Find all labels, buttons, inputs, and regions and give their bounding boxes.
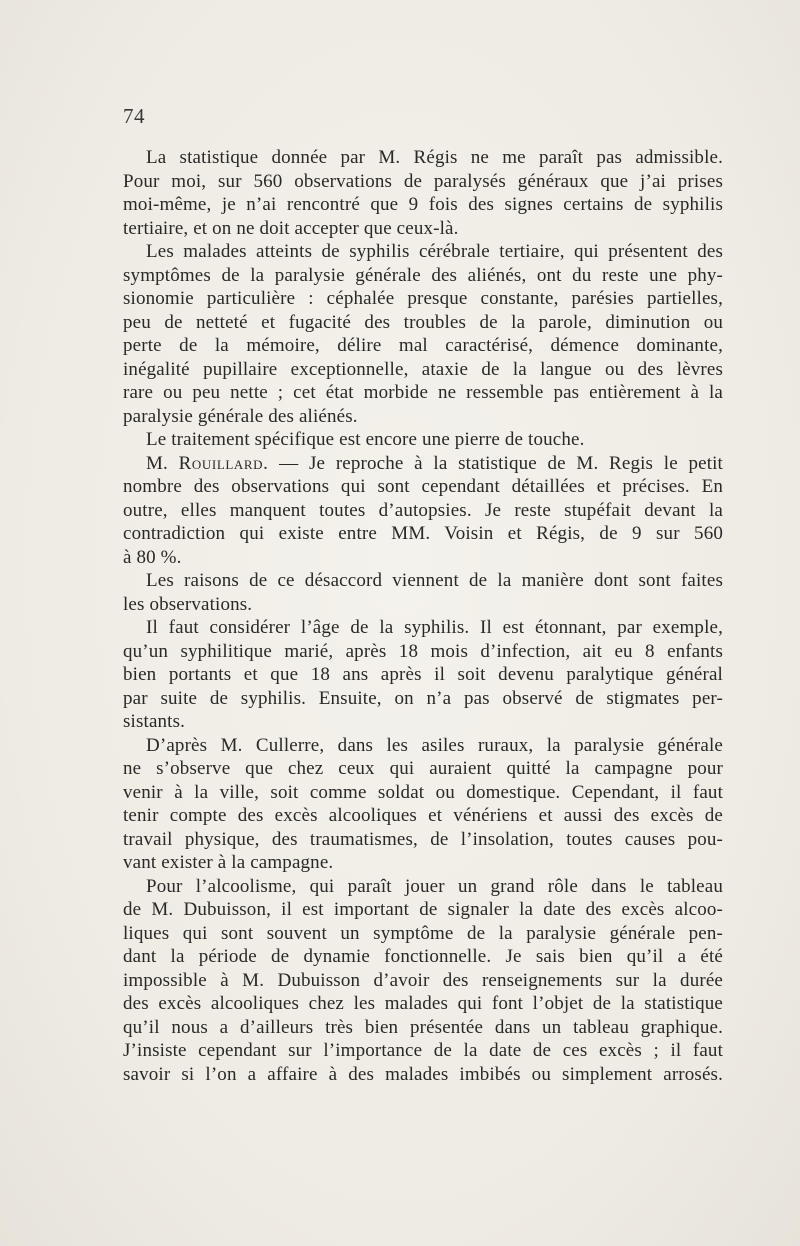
text-line: les observations. bbox=[123, 593, 253, 615]
text-line: paralysie générale des aliénés. bbox=[123, 405, 358, 427]
text-line: J’insiste cependant sur l’importance de la date de ces excès ; il faut bbox=[123, 1040, 723, 1061]
text-line: D’après M. Cullerre, dans les asiles ruraux, la paralysie générale bbox=[146, 734, 723, 756]
text-line: travail physique, des traumatismes, de l’insolation, toutes causes pou- bbox=[123, 828, 723, 850]
text-line: Le traitement spécifique est encore une pierre de touche. bbox=[146, 429, 585, 450]
text-line: Pour moi, sur 560 observations de paralysés généraux que j’ai prises bbox=[123, 170, 723, 192]
text-line: La statistique donnée par M. Régis ne me paraît pas admissible. bbox=[146, 147, 723, 168]
text-line: bien portants et que 18 ans après il soit devenu paralytique général bbox=[123, 664, 723, 685]
text-line: outre, elles manquent toutes d’autopsies. Je reste stupéfait devant la bbox=[123, 499, 723, 521]
text-line: qu’il nous a d’ailleurs très bien présentée dans un tableau graphique. bbox=[123, 1016, 723, 1038]
text-line: par suite de syphilis. Ensuite, on n’a pas observé de stigmates per- bbox=[123, 687, 723, 709]
text-line: Les malades atteints de syphilis cérébrale tertiaire, qui présentent des bbox=[146, 241, 723, 262]
text-line: sionomie particulière : céphalée presque constante, parésies partielles, bbox=[123, 288, 723, 309]
text-line: tenir compte des excès alcooliques et vénériens et aussi des excès de bbox=[123, 805, 723, 826]
text-line: qu’un syphilitique marié, après 18 mois d’infection, ait eu 8 enfants bbox=[123, 640, 723, 662]
text-line: tertiaire, et on ne doit accepter que ceux-là. bbox=[123, 217, 459, 239]
text-line: inégalité pupillaire exceptionnelle, ataxie de la langue ou des lèvres bbox=[123, 358, 723, 380]
text-line: Pour l’alcoolisme, qui paraît jouer un grand rôle dans le tableau bbox=[146, 875, 723, 897]
text-line: venir à la ville, soit comme soldat ou domestique. Cependant, il faut bbox=[123, 781, 723, 803]
text-line: moi-même, je n’ai rencontré que 9 fois des signes certains de syphilis bbox=[123, 194, 723, 215]
text-line: vant exister à la campagne. bbox=[123, 852, 334, 873]
text-line: savoir si l’on a affaire à des malades imbibés ou simplement arrosés. bbox=[123, 1063, 723, 1085]
text-line: ne s’observe que chez ceux qui auraient quitté la campagne pour bbox=[123, 758, 723, 779]
body-text bbox=[123, 146, 723, 1086]
text-line: dant la période de dynamie fonctionnelle. Je sais bien qu’il a été bbox=[123, 946, 723, 967]
text-line: M. Rouillard. — Je reproche à la statistique de M. Regis le petit bbox=[146, 452, 723, 474]
speaker-name: Rouillard. bbox=[178, 452, 269, 474]
text-line: contradiction qui existe entre MM. Voisin et Régis, de 9 sur 560 bbox=[123, 523, 723, 544]
text-line: rare ou peu nette ; cet état morbide ne ressemble pas entièrement à la bbox=[123, 382, 723, 403]
text-line: perte de la mémoire, délire mal caractérisé, démence dominante, bbox=[123, 335, 723, 356]
text-line: nombre des observations qui sont cependant détaillées et précises. En bbox=[123, 476, 723, 497]
text-line: sistants. bbox=[123, 711, 186, 732]
text-line: liques qui sont souvent un symptôme de la paralysie générale pen- bbox=[123, 922, 723, 944]
text-line: Il faut considérer l’âge de la syphilis. Il est étonnant, par exemple, bbox=[146, 617, 723, 638]
page-number: 74 bbox=[123, 104, 145, 128]
text-line: impossible à M. Dubuisson d’avoir des renseignements sur la durée bbox=[123, 969, 723, 991]
text-line: symptômes de la paralysie générale des aliénés, ont du reste une phy- bbox=[123, 264, 723, 286]
text-line: à 80 %. bbox=[123, 546, 182, 568]
text-line: de M. Dubuisson, il est important de signaler la date des excès alcoo- bbox=[123, 899, 723, 920]
text-line: Les raisons de ce désaccord viennent de la manière dont sont faites bbox=[146, 570, 723, 591]
text-line: des excès alcooliques chez les malades qui font l’objet de la statistique bbox=[123, 993, 723, 1014]
text-line: peu de netteté et fugacité des troubles de la parole, diminution ou bbox=[123, 311, 723, 333]
